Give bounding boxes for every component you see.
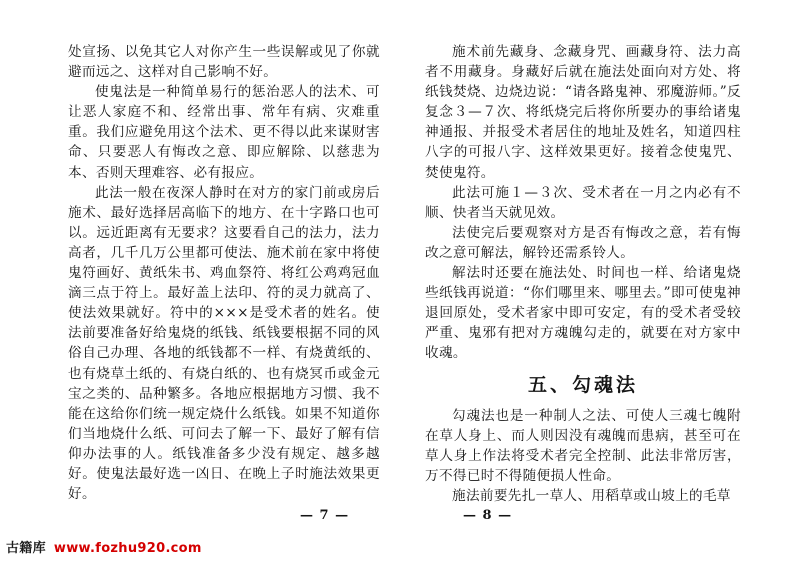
right-paragraph-6: 施法前要先扎一草人、用稻草或山坡上的毛草: [452, 487, 731, 504]
site-watermark: [6, 537, 202, 556]
left-paragraph-2: 使鬼法是一种简单易行的惩治恶人的法术、可让恶人家庭不和、经常出事、常年有病、灾难重重。我们应避免用这个法术、更不得以此来谋财害命、只要恶人有悔改之意、即应解除、以慈悲为本、否则天理难容、必有报应。: [68, 84, 380, 181]
section-title: 五、勾魂法: [527, 373, 638, 396]
right-page: [425, 42, 741, 506]
left-paragraph-3: 此法一般在夜深人静时在对方的家门前或房后施术、最好选择居高临下的地方、在十字路口也可以。远近距离有无要求？这要看自己的法力，法力高者，几千几万公里都可使法、施术前在家中将使鬼符画好、黄纸朱书、鸡血祭符、将红公鸡鸡冠血滴三点于符上。最好盖上法印、符的灵力就高了、使法效果就好。符中的×××是受术者的姓名。使法前要准备好给鬼烧的纸钱、纸钱要根据不同的风俗自己办理、各地的纸钱都不一样、有烧黄纸的、也有烧草土纸的、有烧白纸的、也有烧冥币或金元宝之类的、品种繁多。各地应根据地方习惯、我不能在这给你们统一规定烧什么纸钱。如果不知道你们当地烧什么纸、可问去了解一下、最好了解有信仰办法事的人。纸钱准备多少没有规定、越多越好。使鬼法最好选一凶日、在晚上子时施法效果更好。: [68, 184, 380, 503]
left-page: [68, 42, 380, 504]
watermark-brand: 古籍库: [6, 541, 46, 556]
right-paragraph-1: 施术前先藏身、念藏身咒、画藏身符、法力高者不用藏身。身藏好后就在施法处面向对方处、将纸钱焚烧、边烧边说：“请各路鬼神、邪魔游师。”反复念３—７次、将纸烧完后将你所要办的事给诸鬼神通报、并报受术者居住的地址及姓名，知道四柱八字的可报八字、这样效果更好。接着念使鬼咒、焚使鬼符。: [425, 44, 741, 181]
left-page-number: — 7 —: [300, 508, 350, 523]
left-paragraph-1: 处宣扬、以免其它人对你产生一些误解或见了你就避而远之、这样对自己影响不好。: [68, 44, 380, 81]
right-page-number: — 8 —: [463, 508, 513, 523]
right-paragraph-3: 法使完后要观察对方是否有悔改之意，若有悔改之意可解法，解铃还需系铃人。: [425, 224, 741, 261]
watermark-url: www.fozhu920.com: [53, 541, 202, 556]
right-paragraph-5: 勾魂法也是一种制人之法、可使人三魂七魄附在草人身上、而人则因没有魂魄而患病，甚至可在草人身上作法将受术者完全控制、此法非常厉害，万不得已时不得随便损人性命。: [425, 407, 741, 484]
right-paragraph-4: 解法时还要在施法处、时间也一样、给诸鬼烧些纸钱再说道：“你们哪里来、哪里去。”即可使鬼神退回原处，受术者家中即可安定，有的受术者受较严重、鬼邪有把对方魂魄勾走的，就要在对方家中收魂。: [425, 265, 741, 362]
right-paragraph-2: 此法可施１—３次、受术者在一月之内必有不顺、快者当天就见效。: [425, 184, 741, 221]
